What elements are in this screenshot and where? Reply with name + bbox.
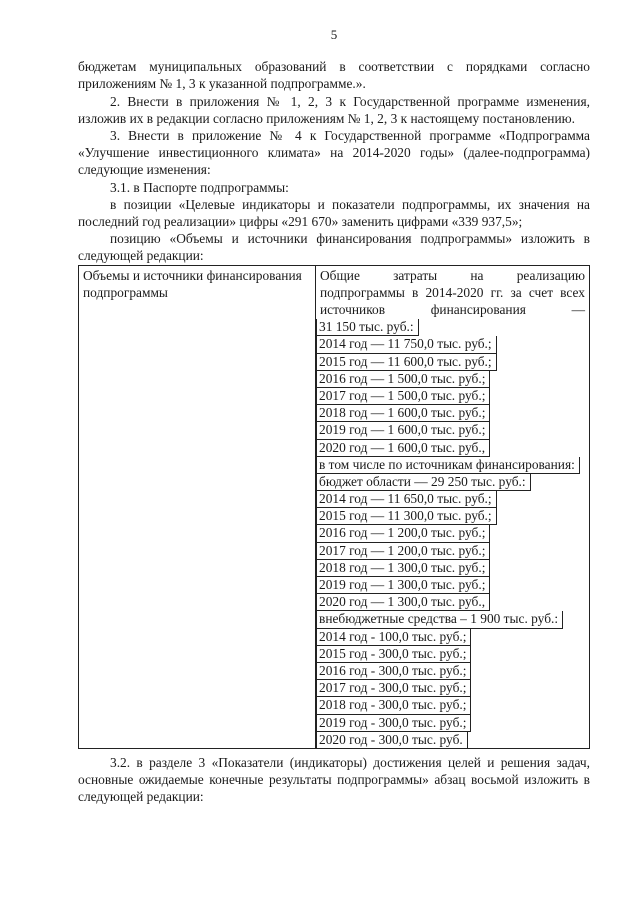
funding-line xyxy=(316,645,589,662)
funding-lines xyxy=(316,267,589,748)
funding-line: 2020 год — 1 300,0 тыс. руб., xyxy=(316,594,490,611)
funding-line xyxy=(316,731,589,748)
funding-line xyxy=(316,507,589,524)
paragraph-item-3-2: 3.2. в разделе 3 «Показатели (индикаторы) достижения целей и решения задач, основные ожидаемые конечные результаты подпрограммы» абзац восьмой изложить в следующей редакции: xyxy=(78,754,590,805)
funding-line: 31 150 тыс. руб.: xyxy=(316,319,419,336)
funding-line: 2014 год - 100,0 тыс. руб.; xyxy=(316,629,471,646)
funding-line xyxy=(316,610,589,627)
funding-line xyxy=(316,662,589,679)
funding-line: 2018 год — 1 600,0 тыс. руб.; xyxy=(316,405,490,422)
funding-line: 2014 год — 11 650,0 тыс. руб.; xyxy=(316,491,497,508)
funding-line xyxy=(316,370,589,387)
funding-line: 2017 год — 1 500,0 тыс. руб.; xyxy=(316,388,490,405)
funding-table xyxy=(78,265,590,749)
funding-line xyxy=(316,318,589,335)
funding-line: 2017 год — 1 200,0 тыс. руб.; xyxy=(316,543,490,560)
paragraph-item-3: 3. Внести в приложение № 4 к Государственной программе «Подпрограмма «Улучшение инвестиционного климата» на 2014-2020 годы» (далее-подпрограмма) следующие изменения: xyxy=(78,128,590,178)
funding-line xyxy=(316,542,589,559)
funding-line xyxy=(316,524,589,541)
funding-line xyxy=(316,628,589,645)
funding-table-row xyxy=(79,265,590,748)
funding-line: 2020 год — 1 600,0 тыс. руб., xyxy=(316,440,490,457)
funding-line xyxy=(316,490,589,507)
paragraph-funding-intro: позицию «Объемы и источники финансирования подпрограммы» изложить в следующей редакции: xyxy=(78,231,590,264)
funding-line xyxy=(316,456,589,473)
funding-table-label-cell xyxy=(79,265,316,748)
funding-line xyxy=(316,559,589,576)
funding-line: 2019 год - 300,0 тыс. руб.; xyxy=(316,715,471,732)
funding-line: Общие затраты на реализацию xyxy=(320,267,585,283)
funding-line: бюджет области — 29 250 тыс. руб.: xyxy=(316,474,531,491)
funding-line: 2016 год — 1 500,0 тыс. руб.; xyxy=(316,371,490,388)
paragraph-item-2: 2. Внести в приложения № 1, 2, 3 к Государственной программе изменения, изложив их в редакции согласно приложениям № 1, 2, 3 к настоящему постановлению. xyxy=(78,93,590,126)
funding-line xyxy=(316,421,589,438)
funding-line: 2015 год - 300,0 тыс. руб.; xyxy=(316,646,471,663)
funding-line: 2019 год — 1 600,0 тыс. руб.; xyxy=(316,422,490,439)
funding-table-label: Объемы и источники финансирования подпрограммы xyxy=(83,267,302,300)
funding-line: 2016 год - 300,0 тыс. руб.; xyxy=(316,663,471,680)
funding-line xyxy=(316,714,589,731)
funding-line xyxy=(316,576,589,593)
funding-line xyxy=(316,404,589,421)
paragraph-item-3-1: 3.1. в Паспорте подпрограммы: xyxy=(110,179,289,195)
funding-line: 2019 год — 1 300,0 тыс. руб.; xyxy=(316,577,490,594)
funding-line: 2015 год — 11 600,0 тыс. руб.; xyxy=(316,354,497,371)
funding-line xyxy=(316,387,589,404)
funding-line: 2018 год — 1 300,0 тыс. руб.; xyxy=(316,560,490,577)
page-number: 5 xyxy=(330,27,338,42)
funding-line: 2018 год - 300,0 тыс. руб.; xyxy=(316,697,471,714)
funding-line xyxy=(316,473,589,490)
funding-line: 2016 год — 1 200,0 тыс. руб.; xyxy=(316,525,490,542)
paragraph-targets: в позиции «Целевые индикаторы и показатели подпрограммы, их значения на последний год реализации» цифры «291 670» заменить цифрами «339 937,5»; xyxy=(78,196,590,230)
funding-line xyxy=(316,353,589,370)
funding-line: 2014 год — 11 750,0 тыс. руб.; xyxy=(316,336,497,353)
funding-line: внебюджетные средства – 1 900 тыс. руб.: xyxy=(316,611,563,628)
funding-line xyxy=(316,593,589,610)
paragraph-continuation: бюджетам муниципальных образований в соответствии с порядками согласно приложениям № 1, 3 к указанной подпрограмме.». xyxy=(78,59,590,92)
funding-line: 2017 год - 300,0 тыс. руб.; xyxy=(316,680,471,697)
funding-line: источников финансирования — xyxy=(320,302,585,318)
funding-line xyxy=(316,335,589,352)
funding-table-value-cell xyxy=(316,265,590,748)
funding-line xyxy=(316,679,589,696)
funding-line xyxy=(316,696,589,713)
funding-line: в том числе по источникам финансирования: xyxy=(316,457,580,474)
funding-line: подпрограммы в 2014-2020 гг. за счет всех xyxy=(320,284,585,300)
funding-line xyxy=(316,439,589,456)
funding-line: 2020 год - 300,0 тыс. руб. xyxy=(316,732,468,749)
funding-line: 2015 год — 11 300,0 тыс. руб.; xyxy=(316,508,497,525)
